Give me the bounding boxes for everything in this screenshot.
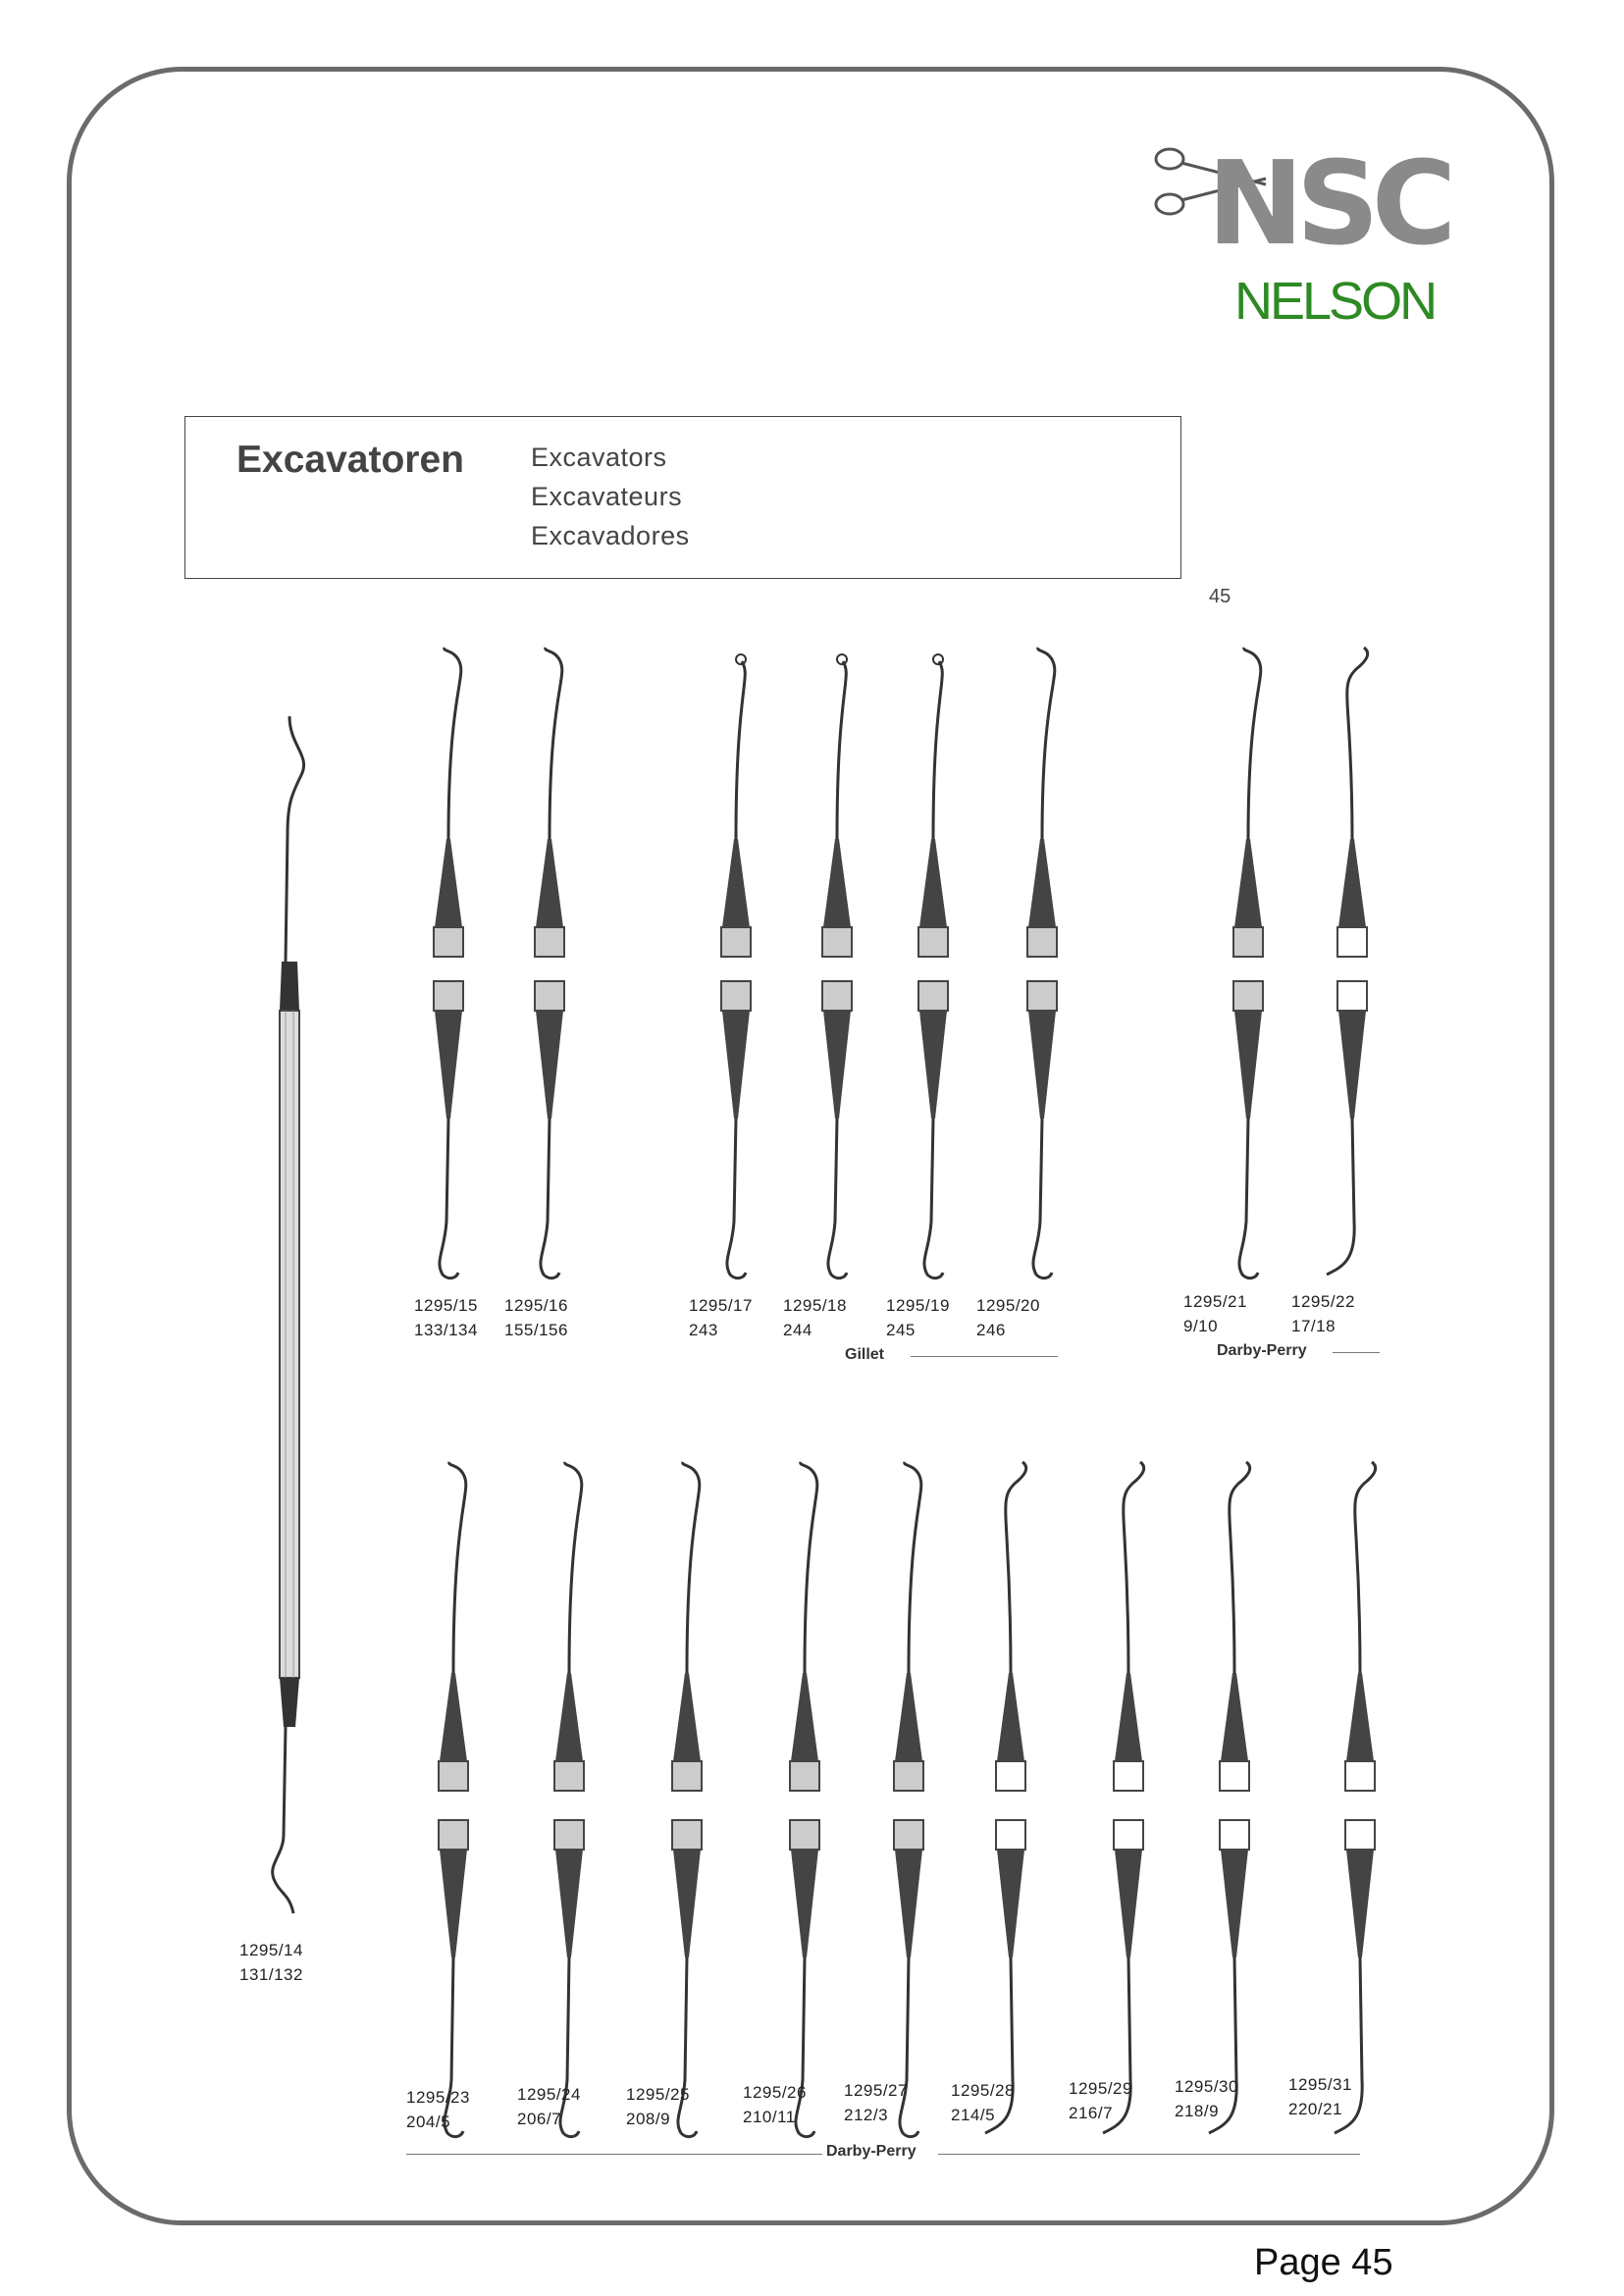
instrument-row2-5 xyxy=(869,1462,948,2183)
group-darby-perry-1-rule xyxy=(1333,1352,1380,1353)
title-french: Excavateurs xyxy=(531,482,683,511)
label-1295-24: 1295/24 206/7 xyxy=(517,2085,581,2128)
instrument-row1-6 xyxy=(1003,648,1081,1325)
label-1295-16: 1295/16 155/156 xyxy=(504,1296,568,1339)
nelson-logo xyxy=(1148,128,1482,334)
svg-text:NSC: NSC xyxy=(1207,135,1449,271)
label-1295-14: 1295/14 131/132 xyxy=(239,1941,303,1984)
catalog-page-number: 45 xyxy=(1209,586,1231,607)
label-1295-30: 1295/30 218/9 xyxy=(1175,2077,1238,2120)
label-1295-27: 1295/27 212/3 xyxy=(844,2081,908,2124)
label-1295-21: 1295/21 9/10 xyxy=(1183,1292,1247,1335)
instrument-row2-4 xyxy=(765,1462,844,2183)
instrument-row1-7 xyxy=(1209,648,1287,1325)
label-1295-18: 1295/18 244 xyxy=(783,1296,847,1339)
label-1295-29: 1295/29 216/7 xyxy=(1069,2079,1132,2122)
svg-text:NELSON: NELSON xyxy=(1234,272,1436,331)
label-1295-23: 1295/23 204/5 xyxy=(406,2088,470,2131)
instrument-row1-8 xyxy=(1313,648,1391,1325)
instrument-row1-1 xyxy=(409,648,488,1325)
instrument-row2-3 xyxy=(648,1462,726,2183)
instrument-row1-2 xyxy=(510,648,589,1325)
label-1295-19: 1295/19 245 xyxy=(886,1296,950,1339)
label-1295-15: 1295/15 133/134 xyxy=(414,1296,478,1339)
label-1295-26: 1295/26 210/11 xyxy=(743,2083,807,2126)
group-darby-perry-1: Darby-Perry xyxy=(1217,1342,1307,1359)
title-box xyxy=(184,416,1181,579)
label-1295-31: 1295/31 220/21 xyxy=(1288,2075,1352,2118)
page-footer: Page 45 xyxy=(1254,2242,1393,2283)
title-spanish: Excavadores xyxy=(531,521,690,550)
instrument-row1-4 xyxy=(798,648,876,1325)
instrument-row2-1 xyxy=(414,1462,493,2183)
instrument-row2-6 xyxy=(971,1462,1050,2183)
group-darby-perry-2-rule-left xyxy=(406,2154,822,2155)
title-english: Excavators xyxy=(531,443,667,472)
label-1295-20: 1295/20 246 xyxy=(976,1296,1040,1339)
label-1295-25: 1295/25 208/9 xyxy=(626,2085,690,2128)
instrument-1295-14 xyxy=(250,716,329,1938)
instrument-row1-5 xyxy=(894,648,972,1325)
group-darby-perry-2: Darby-Perry xyxy=(826,2143,917,2160)
instrument-row2-2 xyxy=(530,1462,608,2183)
group-gillet: Gillet xyxy=(845,1346,885,1363)
section-title: Excavatoren xyxy=(236,439,464,481)
group-darby-perry-2-rule-right xyxy=(938,2154,1360,2155)
label-1295-17: 1295/17 243 xyxy=(689,1296,753,1339)
instrument-row2-7 xyxy=(1089,1462,1168,2183)
label-1295-28: 1295/28 214/5 xyxy=(951,2081,1015,2124)
instrument-row1-3 xyxy=(697,648,775,1325)
label-1295-22: 1295/22 17/18 xyxy=(1291,1292,1355,1335)
group-gillet-rule xyxy=(911,1356,1058,1357)
